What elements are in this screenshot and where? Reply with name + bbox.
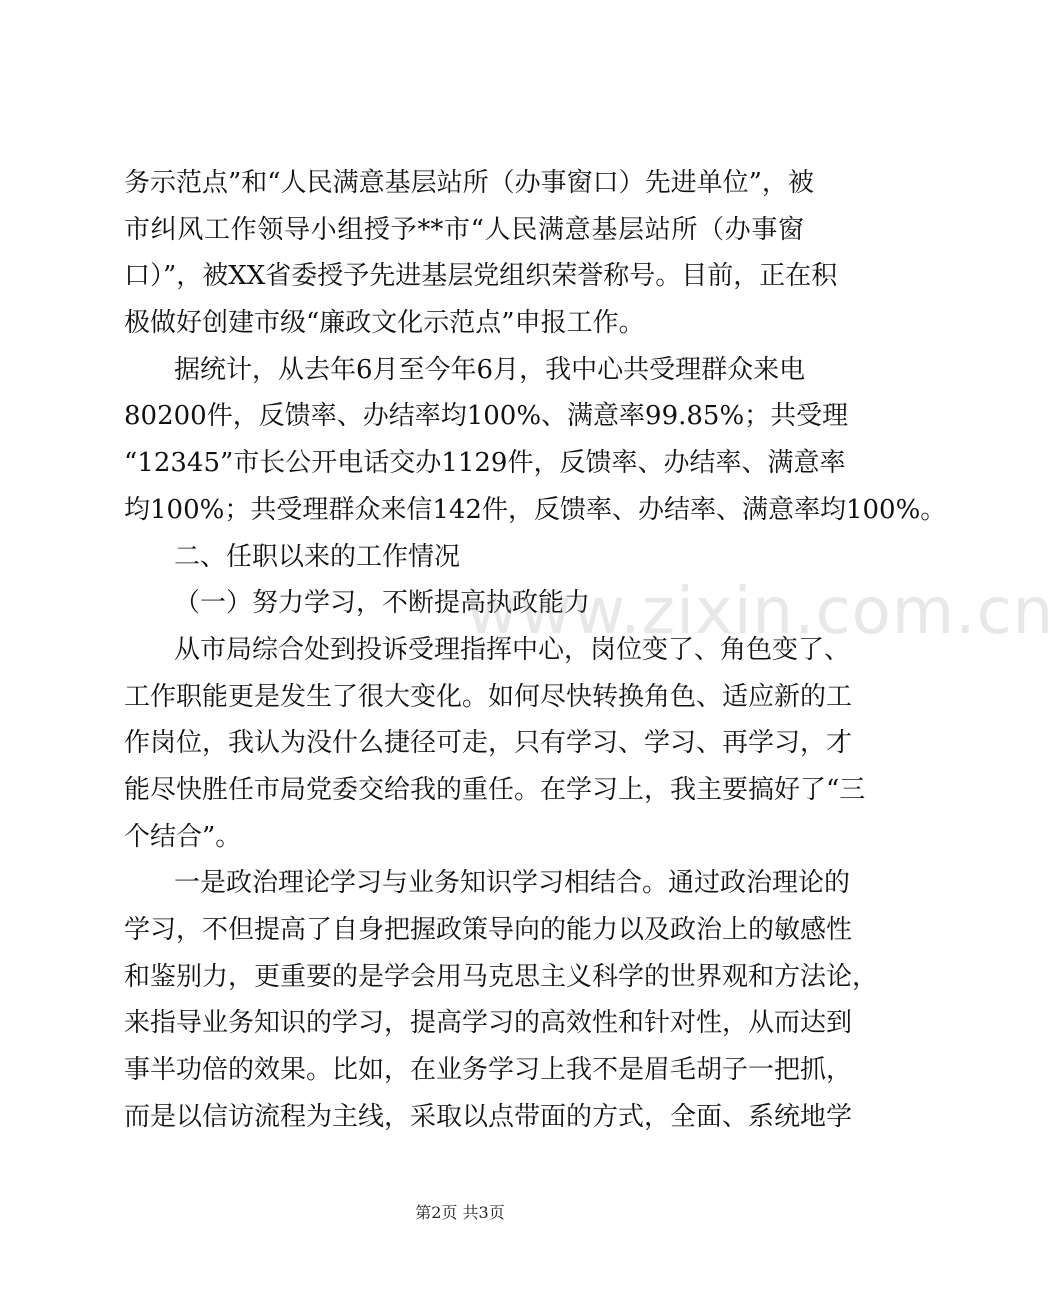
text-line: 一是政治理论学习与业务知识学习相结合。通过政治理论的	[174, 868, 851, 899]
text-line: “12345”市长公开电话交办1129件，反馈率、办结率、满意率	[124, 448, 846, 479]
text-line: 务示范点”和“人民满意基层站所（办事窗口）先进单位”，被	[124, 168, 814, 198]
text-line: 事半功倍的效果。比如，在业务学习上我不是眉毛胡子一把抓，	[124, 1055, 853, 1086]
text-line: 个结合”。	[124, 821, 242, 852]
text-line: 作岗位，我认为没什么捷径可走，只有学习、学习、再学习，才	[124, 728, 853, 759]
text-line: 口）”，被XX省委授予先进基层党组织荣誉称号。目前，正在积	[124, 261, 838, 292]
text-line: 工作职能更是发生了很大变化。如何尽快转换角色、适应新的工	[124, 681, 853, 712]
text-line: 80200件，反馈率、办结率均100%、满意率99.85%；共受理	[124, 401, 849, 432]
document-body	[124, 160, 947, 1140]
section-heading: 二、任职以来的工作情况	[174, 541, 461, 572]
subsection-heading: （一）努力学习，不断提高执政能力	[174, 588, 591, 619]
page-number: 第2页 共3页	[415, 1203, 505, 1222]
text-line: 和鉴别力，更重要的是学会用马克思主义科学的世界观和方法论，	[124, 961, 879, 992]
text-line: 据统计，从去年6月至今年6月，我中心共受理群众来电	[174, 354, 806, 385]
text-line: 而是以信访流程为主线，采取以点带面的方式，全面、系统地学	[124, 1101, 853, 1132]
text-line: 从市局综合处到投诉受理指挥中心，岗位变了、角色变了、	[174, 634, 851, 665]
text-line: 能尽快胜任市局党委交给我的重任。在学习上，我主要搞好了“三	[124, 774, 866, 805]
text-line: 极做好创建市级“廉政文化示范点”申报工作。	[124, 308, 645, 339]
text-line: 来指导业务知识的学习，提高学习的高效性和针对性，从而达到	[124, 1008, 853, 1039]
text-line: 学习，不但提高了自身把握政策导向的能力以及政治上的敏感性	[124, 915, 853, 945]
text-line: 市纠风工作领导小组授予**市“人民满意基层站所（办事窗	[124, 214, 804, 245]
text-line: 均100%；共受理群众来信142件，反馈率、办结率、满意率均100%。	[124, 494, 947, 525]
watermark: www.zixin.com.cn	[466, 575, 1054, 649]
